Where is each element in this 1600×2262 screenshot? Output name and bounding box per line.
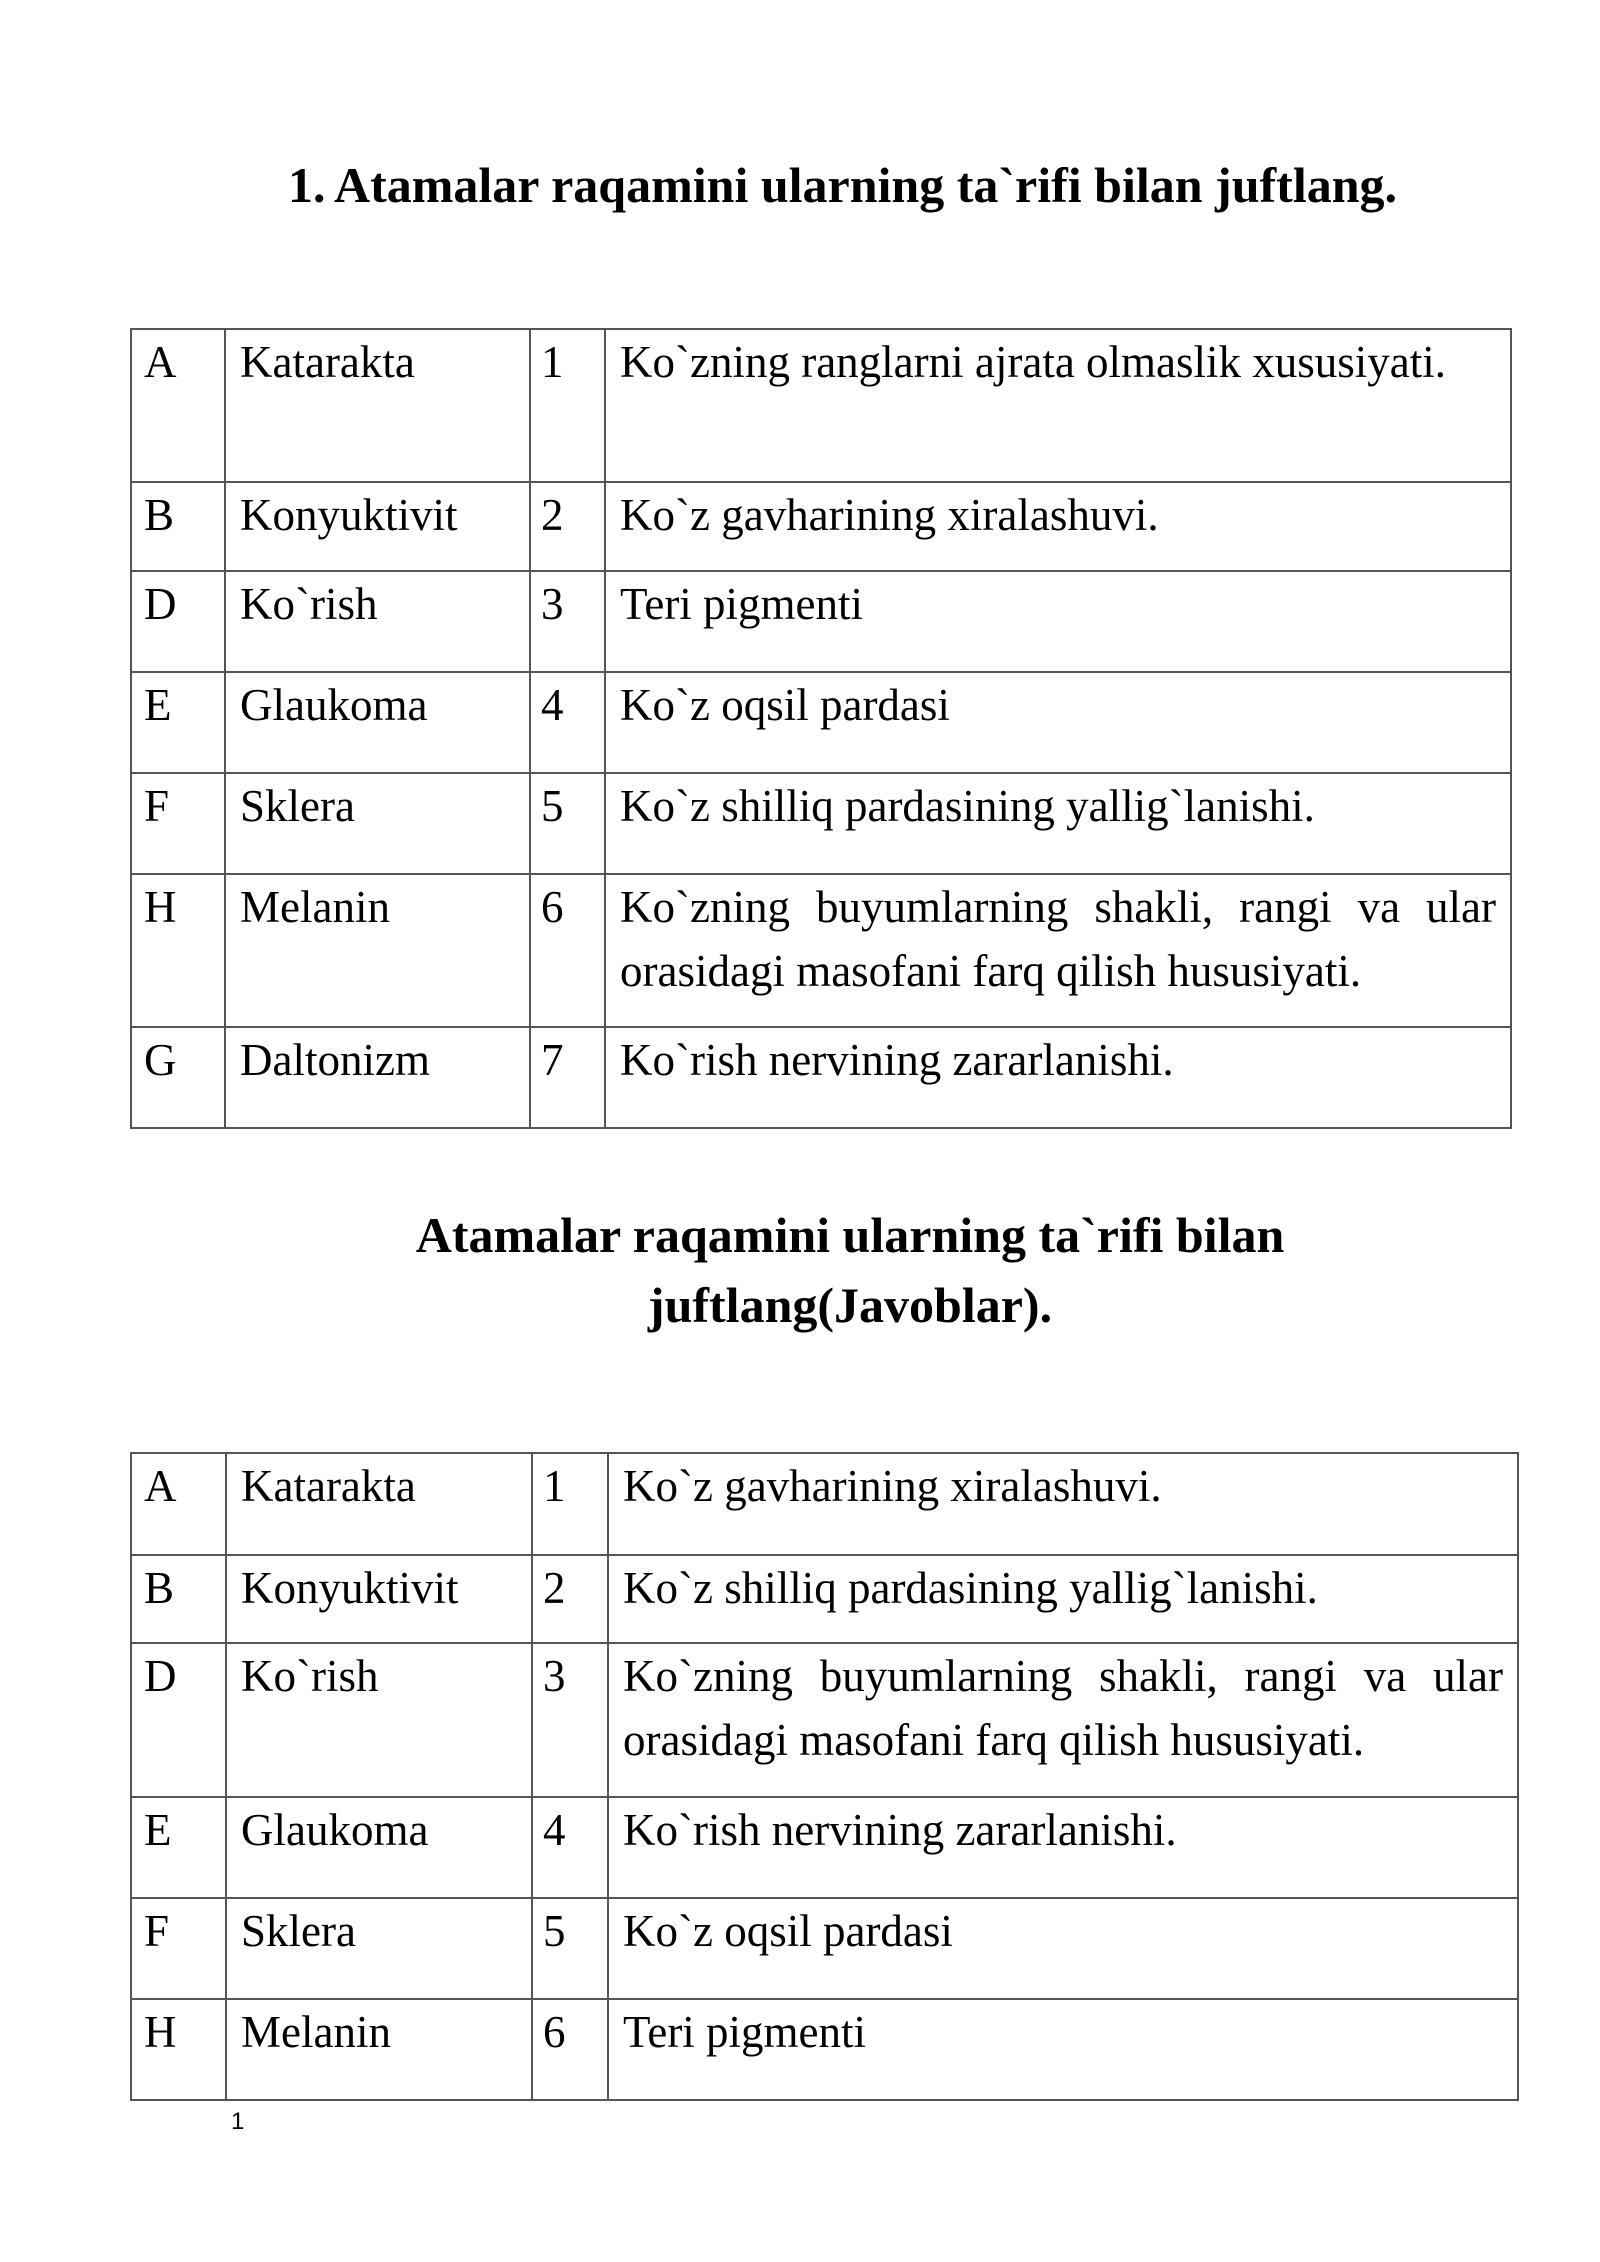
row-letter: F: [131, 773, 225, 874]
row-term: Konyuktivit: [226, 1555, 532, 1643]
table-row: [131, 1027, 1511, 1128]
table-row: [131, 482, 1511, 571]
row-definition: Teri pigmenti: [605, 571, 1511, 672]
row-number: 6: [532, 1999, 608, 2100]
row-number: 3: [532, 1643, 608, 1797]
row-definition: Ko`z gavharining xiralashuvi.: [608, 1453, 1518, 1555]
table-row: [131, 773, 1511, 874]
row-definition: Ko`rish nervining zararlanishi.: [608, 1797, 1518, 1898]
row-definition: Ko`zning buyumlarning shakli, rangi va ular orasidagi masofani farq qilish hususiyati.: [605, 874, 1511, 1027]
matching-table: [130, 328, 1512, 1129]
row-number: 6: [530, 874, 605, 1027]
table-row: [131, 571, 1511, 672]
row-number: 1: [532, 1453, 608, 1555]
row-letter: F: [131, 1898, 226, 1999]
row-letter: B: [131, 482, 225, 571]
row-number: 3: [530, 571, 605, 672]
row-term: Daltonizm: [225, 1027, 530, 1128]
row-term: Katarakta: [225, 329, 530, 482]
answers-table: [130, 1452, 1519, 2101]
row-term: Katarakta: [226, 1453, 532, 1555]
row-definition: Ko`z gavharining xiralashuvi.: [605, 482, 1511, 571]
section1-title-text: Atamalar raqamini ularning ta`rifi bilan juftlang.: [334, 157, 1398, 213]
row-definition: Ko`z oqsil pardasi: [605, 672, 1511, 773]
row-number: 2: [530, 482, 605, 571]
row-letter: H: [131, 874, 225, 1027]
table-row: [131, 1453, 1518, 1555]
row-definition: Ko`z shilliq pardasining yallig`lanishi.: [608, 1555, 1518, 1643]
row-term: Sklera: [225, 773, 530, 874]
row-definition: Ko`zning ranglarni ajrata olmaslik xususiyati.: [605, 329, 1511, 482]
row-letter: A: [131, 1453, 226, 1555]
row-definition: Ko`z oqsil pardasi: [608, 1898, 1518, 1999]
row-letter: D: [131, 1643, 226, 1797]
row-number: 7: [530, 1027, 605, 1128]
row-letter: E: [131, 1797, 226, 1898]
row-definition: Ko`zning buyumlarning shakli, rangi va ular orasidagi masofani farq qilish hususiyati.: [608, 1643, 1518, 1797]
row-number: 4: [532, 1797, 608, 1898]
row-definition: Teri pigmenti: [608, 1999, 1518, 2100]
row-number: 5: [532, 1898, 608, 1999]
table-row: [131, 1898, 1518, 1999]
row-letter: A: [131, 329, 225, 482]
row-letter: H: [131, 1999, 226, 2100]
row-term: Glaukoma: [226, 1797, 532, 1898]
row-number: 5: [530, 773, 605, 874]
row-term: Ko`rish: [226, 1643, 532, 1797]
row-letter: E: [131, 672, 225, 773]
row-number: 1: [530, 329, 605, 482]
row-letter: B: [131, 1555, 226, 1643]
table-row: [131, 874, 1511, 1027]
table-row: [131, 1643, 1518, 1797]
row-letter: D: [131, 571, 225, 672]
section2-title: Atamalar raqamini ularning ta`rifi bilan juftlang(Javoblar).: [415, 1207, 1285, 1333]
row-number: 4: [530, 672, 605, 773]
row-term: Melanin: [225, 874, 530, 1027]
table-row: [131, 1555, 1518, 1643]
row-term: Konyuktivit: [225, 482, 530, 571]
row-term: Melanin: [226, 1999, 532, 2100]
row-term: Ko`rish: [225, 571, 530, 672]
table-row: [131, 1999, 1518, 2100]
row-term: Sklera: [226, 1898, 532, 1999]
table-row: [131, 672, 1511, 773]
row-letter: G: [131, 1027, 225, 1128]
row-term: Glaukoma: [225, 672, 530, 773]
table-row: [131, 1797, 1518, 1898]
row-definition: Ko`z shilliq pardasining yallig`lanishi.: [605, 773, 1511, 874]
row-number: 2: [532, 1555, 608, 1643]
section1-number: 1.: [288, 157, 326, 213]
page-number: 1: [231, 2108, 245, 2135]
row-definition: Ko`rish nervining zararlanishi.: [605, 1027, 1511, 1128]
table-row: [131, 329, 1511, 482]
